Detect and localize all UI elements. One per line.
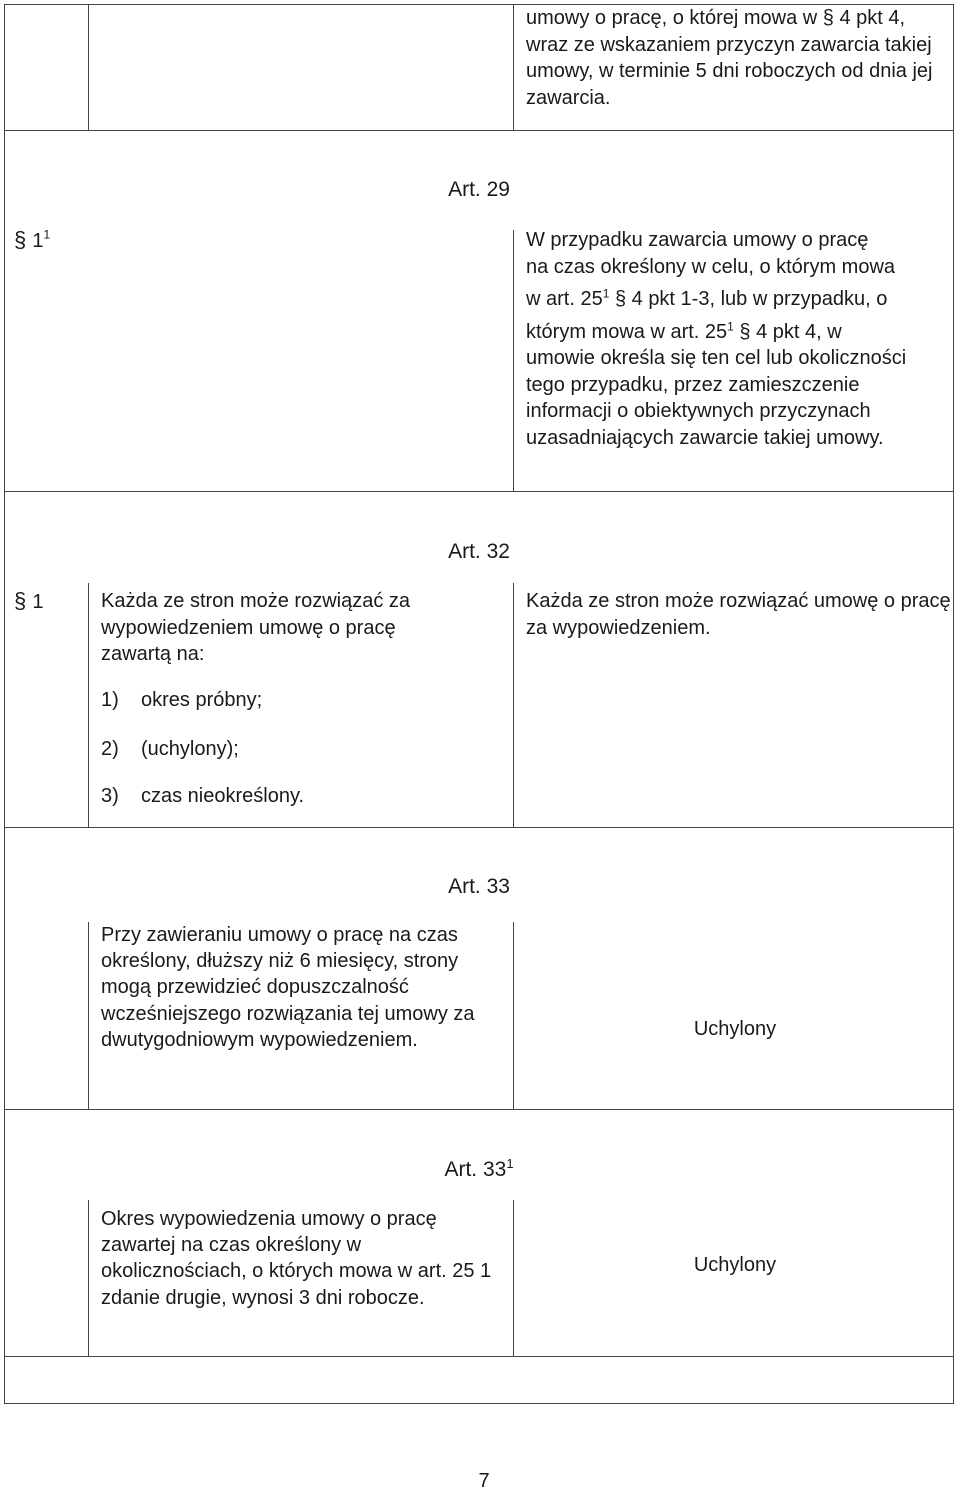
column-divider [88, 1200, 89, 1356]
column-divider [513, 230, 514, 491]
article-heading: Art. 33 [448, 875, 510, 898]
paragraph-symbol: § [14, 227, 27, 252]
paragraph-superscript: 1 [43, 227, 51, 242]
art29-line: którym mowa w art. $25^1$ § 4 pkt 4, w [526, 318, 842, 343]
column-divider [513, 583, 514, 827]
art29-right-text [526, 227, 951, 451]
column-divider [88, 583, 89, 827]
art29-rest: umowie określa się ten cel lub okoliczności tego przypadku, przez zamieszczenie informacji o obiektywnych przyczynach uzasadniających zawarcie takiej umowy. [526, 347, 907, 449]
art32-left-intro: Każda ze stron może rozwiązać za wypowiedzeniem umowę o pracę zawartą na: [101, 590, 411, 665]
article-heading: Art. 32 [448, 540, 510, 563]
paragraph-marker [14, 227, 50, 253]
paragraph-number: 1 [32, 591, 44, 613]
art32-right-text: Każda ze stron może rozwiązać umowę o pracę za wypowiedzeniem. [526, 590, 951, 639]
art33-right-text: Uchylony [693, 1018, 777, 1040]
article-heading: Art. 29 [448, 178, 510, 201]
row-divider [4, 827, 954, 828]
list-item: 1) okres próbny; [101, 689, 263, 711]
art29-line: w art. $25^1$ § 4 pkt 1-3, lub w przypadku, o [526, 286, 888, 310]
column-divider [88, 922, 89, 1109]
list-item: 3) czas nieokreślony. [101, 785, 305, 807]
paragraph-symbol: § [14, 588, 27, 613]
art33-left-text: Przy zawieraniu umowy o pracę na czas określony, dłuższy niż 6 miesięcy, strony mogą przewidzieć dopuszczalność wcześniejszego rozwiązania tej umowy za dwutygodniowym wypowiedzeniem. [101, 924, 475, 1051]
row-divider [4, 491, 954, 492]
row0-right-text: umowy o pracę, o której mowa w § 4 pkt 4, wraz ze wskazaniem przyczyn zawarcia takiej umowy, w terminie 5 dni roboczych od dnia jej zawarcia. [526, 7, 933, 109]
paragraph-marker [14, 588, 44, 614]
column-divider [88, 4, 89, 130]
article-heading: Art. $33^1$ [444, 1156, 514, 1181]
art33-1-right-text: Uchylony [693, 1254, 777, 1276]
art29-line: W przypadku zawarcia umowy o pracę [526, 229, 869, 251]
row-divider [4, 130, 954, 131]
paragraph-number: 1 [32, 230, 44, 252]
art33-1-left-text: Okres wypowiedzenia umowy o pracę zawartej na czas określony w okolicznościach, o których mowa w art. 25 1 zdanie drugie, wynosi 3 dni robocze. [101, 1208, 492, 1309]
list-item: 2) (uchylony); [101, 738, 239, 760]
art29-line: na czas określony w celu, o którym mowa [526, 255, 896, 278]
column-divider [513, 4, 514, 130]
page-number: 7 [478, 1470, 490, 1492]
art32-list [101, 687, 304, 809]
row-divider [4, 1109, 954, 1110]
row-divider [4, 1356, 954, 1357]
